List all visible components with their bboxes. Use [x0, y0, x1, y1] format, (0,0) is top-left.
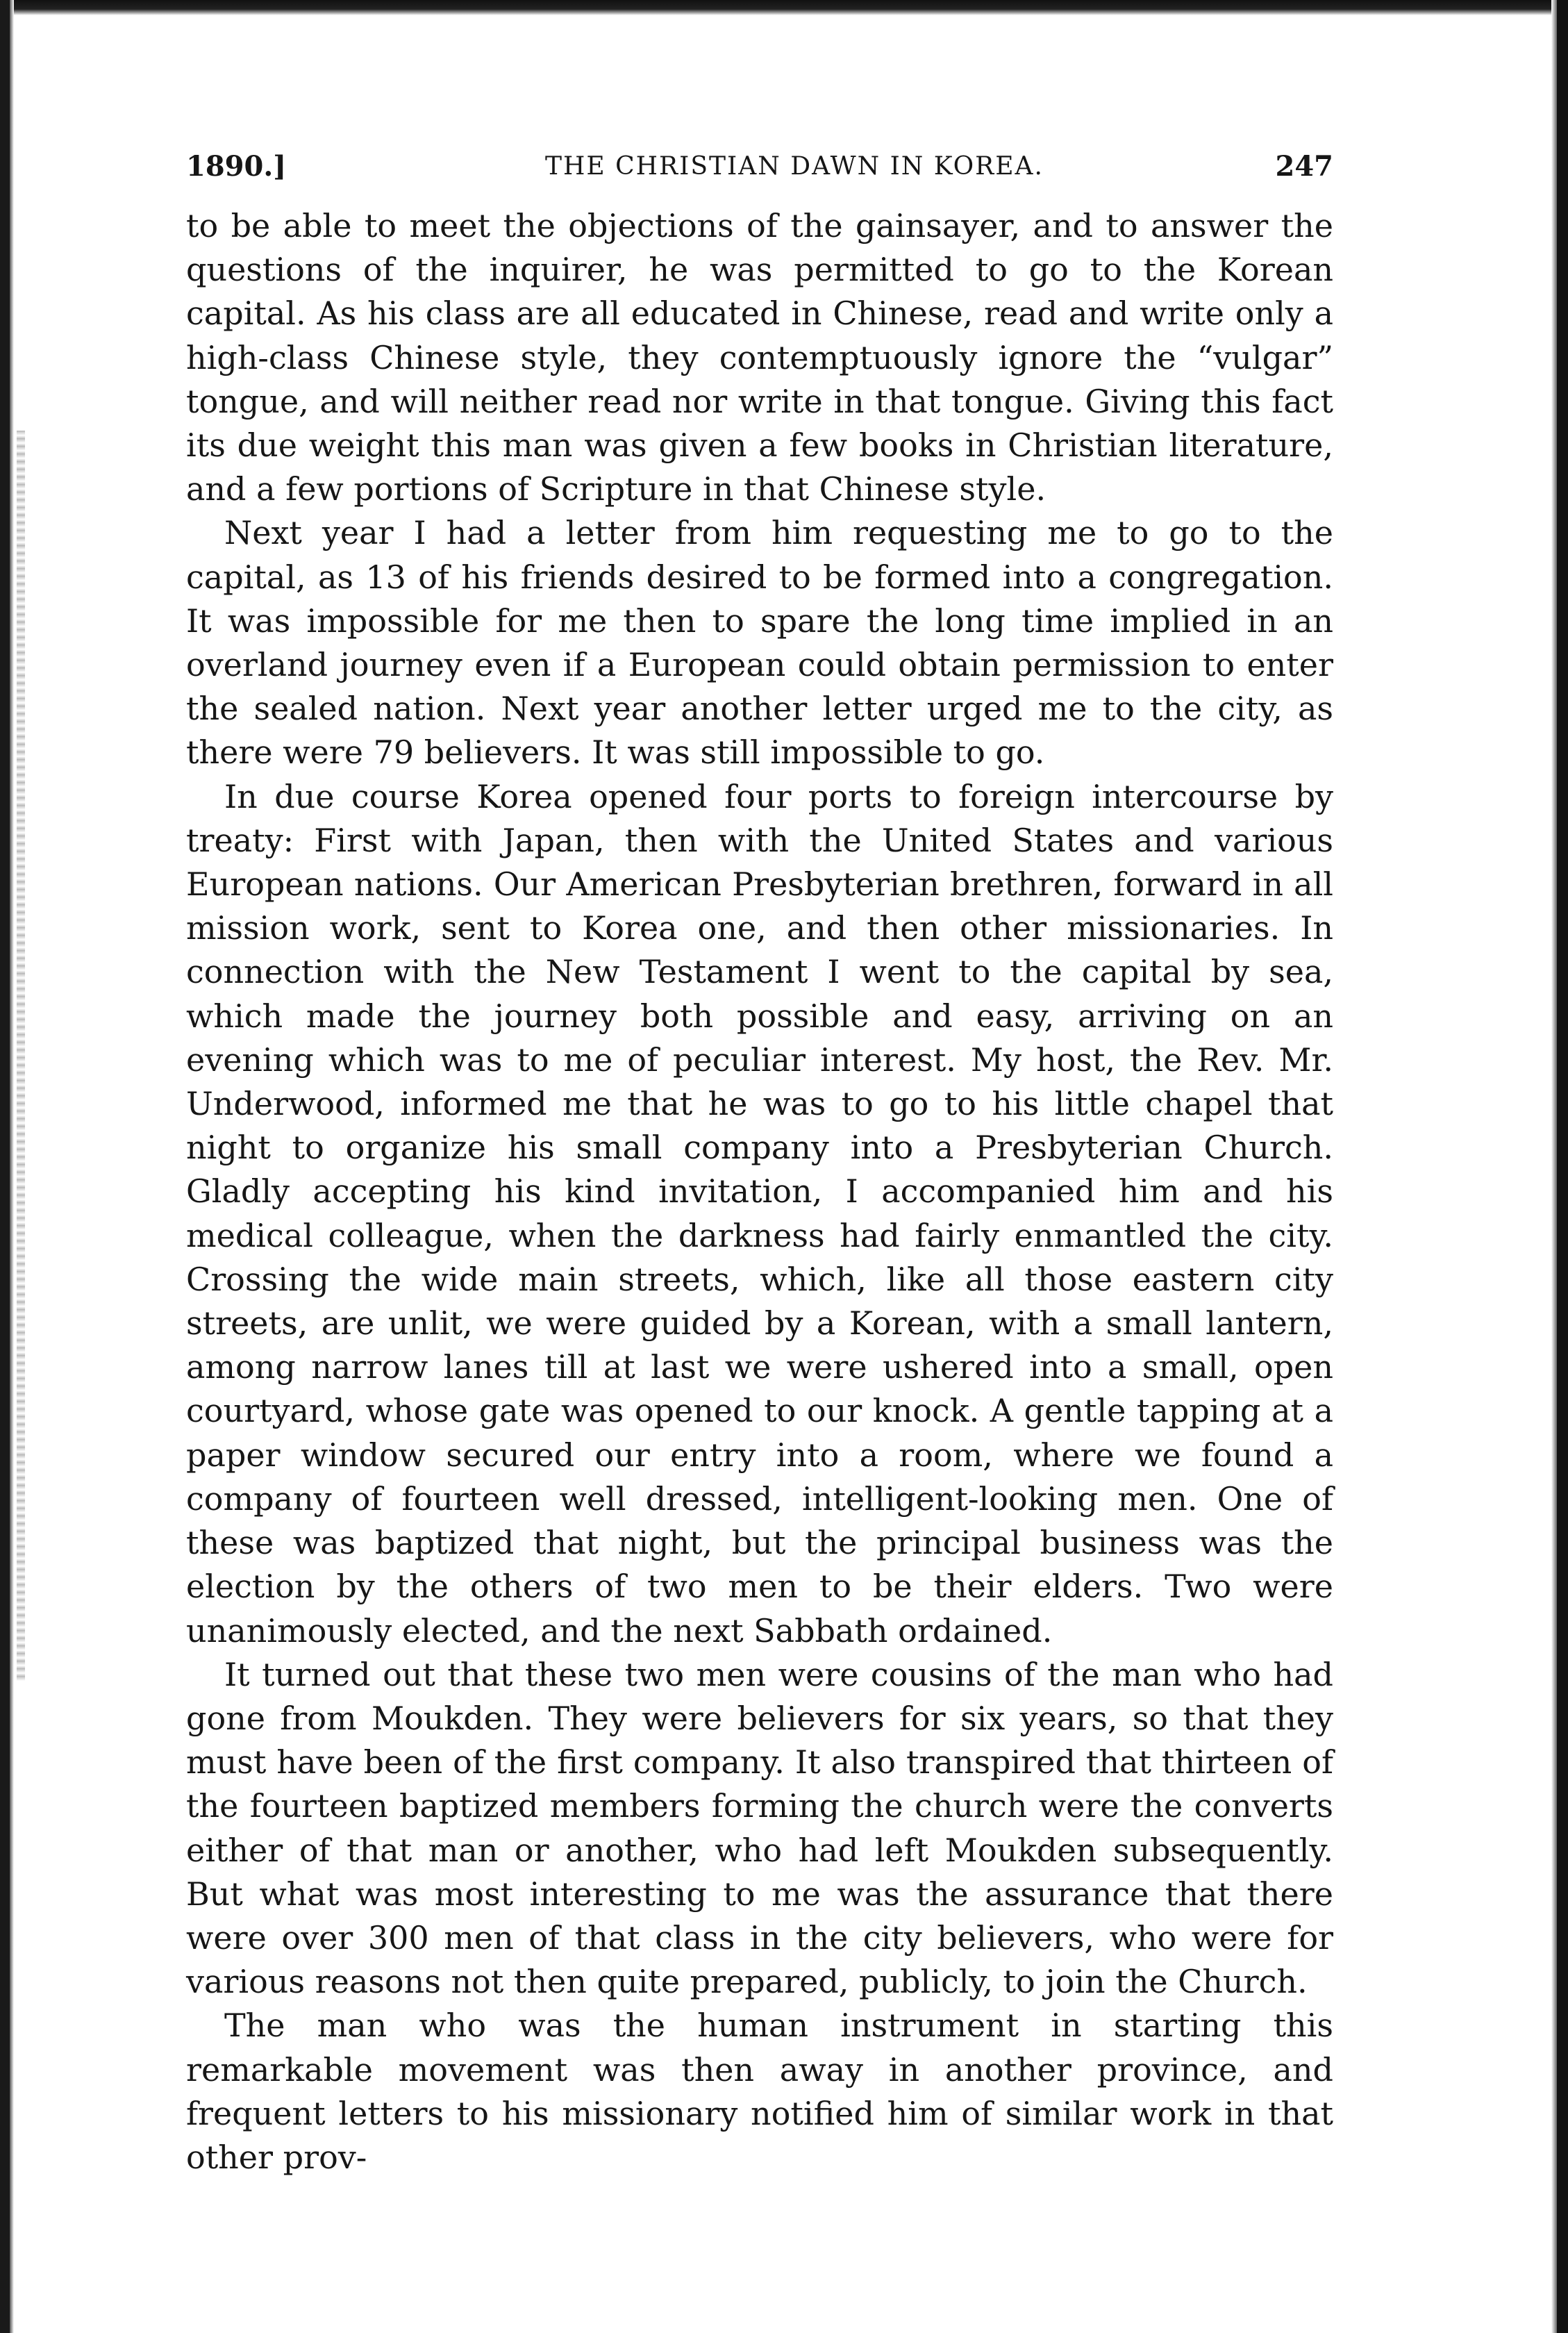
- scan-border-top: [0, 0, 1568, 15]
- header-year: 1890.]: [186, 150, 287, 183]
- paragraph-1: to be able to meet the objections of the gainsayer, and to answer the questions of the inquirer, he was permitted to go to the Korean capital. As his class are all educated in Chinese, read and write only a high-class Chinese style, they contemptuously ignore the “vulgar” tongue, and will neither read nor write in that tongue. Giving this fact its due weight this man was given a few books in Christian literature, and a few portions of Scripture in that Chinese style.: [186, 207, 1333, 508]
- scan-border-right: [1557, 0, 1568, 2333]
- paragraph-5: The man who was the human instrument in starting this remarkable movement was then away in another province, and frequent letters to his missionary notified him of similar work in that other prov-: [186, 2007, 1333, 2176]
- header-title: THE CHRISTIAN DAWN IN KOREA.: [544, 152, 1044, 181]
- paragraph-4: It turned out that these two men were cousins of the man who had gone from Moukden. They were believers for six years, so that they must have been of the first company. It also transpired that thirteen of the fourteen baptized members forming the church were the converts either of that man or another, who had left Moukden subsequently. But what was most interesting to me was the assurance that there were over 300 men of that class in the city believers, who were for various reasons not then quite prepared, publicly, to join the Church.: [186, 1655, 1333, 2001]
- book-page: [186, 146, 1333, 2180]
- paragraph-3: In due course Korea opened four ports to foreign intercourse by treaty: First with Japan, then with the United States and various European nations. Our American Presbyterian brethren, forward in all mission work, sent to Korea one, and then other missionaries. In connection with the New Testament I went to the capital by sea, which made the journey both possible and easy, arriving on an evening which was to me of peculiar interest. My host, the Rev. Mr. Underwood, informed me that he was to go to his little chapel that night to organize his small company into a Presbyterian Church. Gladly accepting his kind invitation, I accompanied him and his medical colleague, when the darkness had fairly enmantled the city. Crossing the wide main streets, which, like all those eastern city streets, are unlit, we were guided by a Korean, with a small lantern, among narrow lanes till at last we were ushered into a small, open courtyard, whose gate was opened to our knock. A gentle tapping at a paper window secured our entry into a room, where we found a company of fourteen well dressed, intelligent-looking men. One of these was baptized that night, but the principal business was the election by the others of two men to be their elders. Two were unanimously elected, and the next Sabbath ordained.: [186, 777, 1333, 1650]
- paragraph-2: Next year I had a letter from him requesting me to go to the capital, as 13 of his friends desired to be formed into a congregation. It was impossible for me then to spare the long time implied in an overland journey even if a European could obtain permission to enter the sealed nation. Next year another letter urged me to the city, as there were 79 believers. It was still impossible to go.: [186, 514, 1333, 772]
- page-number: 247: [1275, 150, 1333, 183]
- scan-border-left: [0, 0, 10, 2333]
- body-text: [186, 204, 1333, 2180]
- scan-shadow-left: [10, 0, 14, 2333]
- running-head: [186, 146, 1333, 188]
- scan-shadow-right: [1551, 0, 1557, 2333]
- scan-edge-texture: [17, 431, 25, 1681]
